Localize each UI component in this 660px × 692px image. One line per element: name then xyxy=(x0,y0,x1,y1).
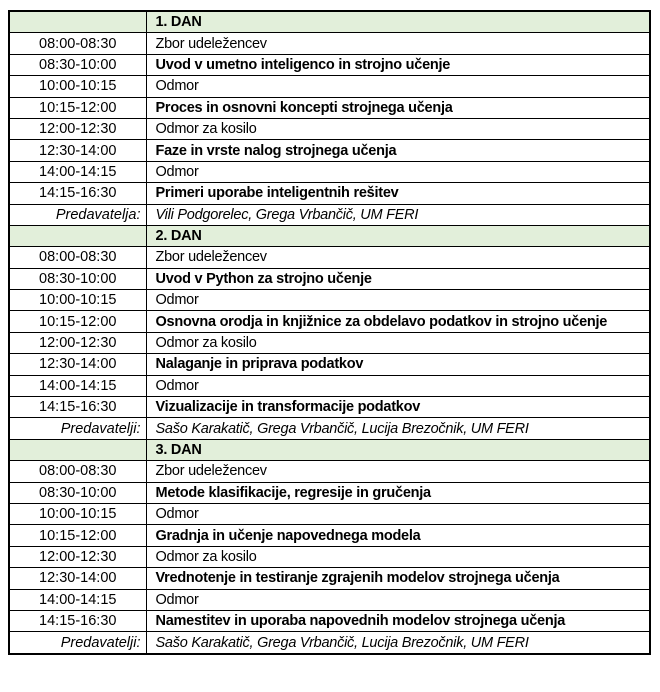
activity-cell: Metode klasifikacije, regresije in gručenja xyxy=(146,482,650,503)
table-row xyxy=(9,610,650,631)
activity-cell: Zbor udeležencev xyxy=(146,247,650,268)
table-row xyxy=(9,375,650,396)
activity-cell: Zbor udeležencev xyxy=(146,461,650,482)
table-row xyxy=(9,568,650,589)
activity-cell: Odmor za kosilo xyxy=(146,332,650,353)
time-cell: 12:00-12:30 xyxy=(9,332,146,353)
time-cell: 12:00-12:30 xyxy=(9,546,146,567)
day-1-title: 1. DAN xyxy=(146,11,650,33)
table-row xyxy=(9,140,650,161)
time-cell: 12:30-14:00 xyxy=(9,140,146,161)
time-cell: 14:00-14:15 xyxy=(9,375,146,396)
lecturers-row xyxy=(9,632,650,654)
table-row xyxy=(9,397,650,418)
activity-cell: Osnovna orodja in knjižnice za obdelavo podatkov in strojno učenje xyxy=(146,311,650,332)
activity-cell: Odmor za kosilo xyxy=(146,118,650,139)
day-3-header-row xyxy=(9,439,650,460)
lecturers-row xyxy=(9,204,650,225)
time-cell: 08:00-08:30 xyxy=(9,33,146,54)
time-cell: 10:15-12:00 xyxy=(9,311,146,332)
lecturers-label: Predavatelji: xyxy=(9,418,146,439)
activity-cell: Vrednotenje in testiranje zgrajenih modelov strojnega učenja xyxy=(146,568,650,589)
table-row xyxy=(9,247,650,268)
activity-cell: Gradnja in učenje napovednega modela xyxy=(146,525,650,546)
day-1-header-empty-cell xyxy=(9,11,146,33)
day-3-header-empty-cell xyxy=(9,439,146,460)
lecturers-label: Predavatelji: xyxy=(9,632,146,654)
schedule-table xyxy=(8,10,651,655)
activity-cell: Zbor udeležencev xyxy=(146,33,650,54)
table-row xyxy=(9,161,650,182)
table-row xyxy=(9,332,650,353)
table-row xyxy=(9,546,650,567)
activity-cell: Primeri uporabe inteligentnih rešitev xyxy=(146,183,650,204)
time-cell: 08:30-10:00 xyxy=(9,482,146,503)
table-row xyxy=(9,33,650,54)
day-2-title: 2. DAN xyxy=(146,225,650,246)
time-cell: 14:15-16:30 xyxy=(9,397,146,418)
lecturers-label: Predavatelja: xyxy=(9,204,146,225)
activity-cell: Faze in vrste nalog strojnega učenja xyxy=(146,140,650,161)
time-cell: 10:15-12:00 xyxy=(9,97,146,118)
time-cell: 14:00-14:15 xyxy=(9,589,146,610)
table-row xyxy=(9,311,650,332)
time-cell: 14:00-14:15 xyxy=(9,161,146,182)
time-cell: 12:00-12:30 xyxy=(9,118,146,139)
table-row xyxy=(9,54,650,75)
time-cell: 10:15-12:00 xyxy=(9,525,146,546)
table-row xyxy=(9,118,650,139)
activity-cell: Odmor xyxy=(146,503,650,524)
table-row xyxy=(9,354,650,375)
time-cell: 08:00-08:30 xyxy=(9,247,146,268)
lecturers-names: Sašo Karakatič, Grega Vrbančič, Lucija Brezočnik, UM FERI xyxy=(146,632,650,654)
day-1-header-row xyxy=(9,11,650,33)
activity-cell: Odmor za kosilo xyxy=(146,546,650,567)
time-cell: 08:30-10:00 xyxy=(9,54,146,75)
activity-cell: Odmor xyxy=(146,375,650,396)
lecturers-row xyxy=(9,418,650,439)
activity-cell: Odmor xyxy=(146,161,650,182)
table-row xyxy=(9,268,650,289)
time-cell: 10:00-10:15 xyxy=(9,290,146,311)
lecturers-names: Vili Podgorelec, Grega Vrbančič, UM FERI xyxy=(146,204,650,225)
lecturers-names: Sašo Karakatič, Grega Vrbančič, Lucija Brezočnik, UM FERI xyxy=(146,418,650,439)
time-cell: 12:30-14:00 xyxy=(9,568,146,589)
activity-cell: Odmor xyxy=(146,290,650,311)
activity-cell: Nalaganje in priprava podatkov xyxy=(146,354,650,375)
table-row xyxy=(9,76,650,97)
activity-cell: Uvod v umetno inteligenco in strojno učenje xyxy=(146,54,650,75)
time-cell: 10:00-10:15 xyxy=(9,76,146,97)
activity-cell: Odmor xyxy=(146,589,650,610)
table-row xyxy=(9,589,650,610)
time-cell: 10:00-10:15 xyxy=(9,503,146,524)
table-row xyxy=(9,503,650,524)
activity-cell: Proces in osnovni koncepti strojnega učenja xyxy=(146,97,650,118)
activity-cell: Odmor xyxy=(146,76,650,97)
time-cell: 14:15-16:30 xyxy=(9,183,146,204)
table-row xyxy=(9,461,650,482)
time-cell: 12:30-14:00 xyxy=(9,354,146,375)
time-cell: 14:15-16:30 xyxy=(9,610,146,631)
time-cell: 08:30-10:00 xyxy=(9,268,146,289)
day-3-title: 3. DAN xyxy=(146,439,650,460)
day-2-header-empty-cell xyxy=(9,225,146,246)
activity-cell: Uvod v Python za strojno učenje xyxy=(146,268,650,289)
table-row xyxy=(9,525,650,546)
table-row xyxy=(9,97,650,118)
table-row xyxy=(9,290,650,311)
day-2-header-row xyxy=(9,225,650,246)
table-row xyxy=(9,183,650,204)
activity-cell: Namestitev in uporaba napovednih modelov strojnega učenja xyxy=(146,610,650,631)
activity-cell: Vizualizacije in transformacije podatkov xyxy=(146,397,650,418)
table-row xyxy=(9,482,650,503)
time-cell: 08:00-08:30 xyxy=(9,461,146,482)
